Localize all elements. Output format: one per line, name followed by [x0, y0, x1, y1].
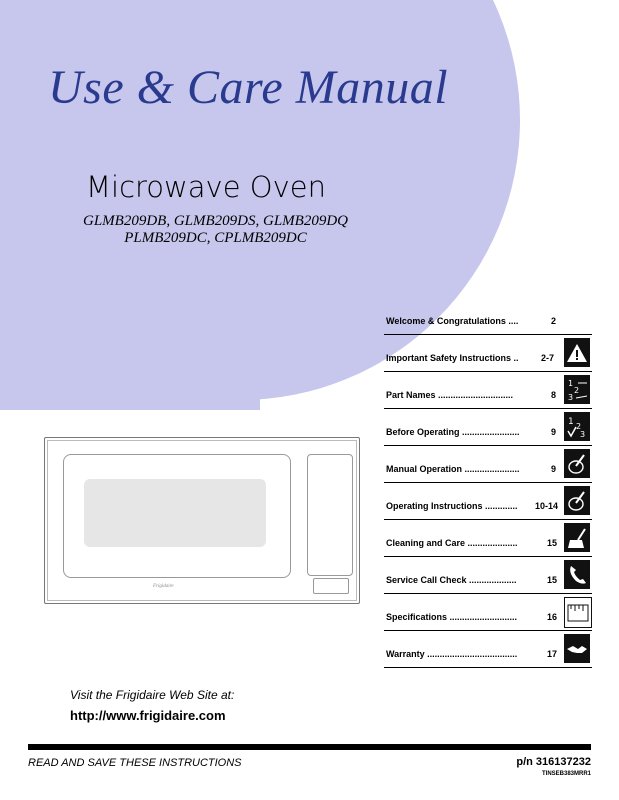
toc-page: 8 [551, 390, 557, 400]
toc-label: Manual Operation ...................... [386, 464, 520, 474]
toc-label: Service Call Check ................... [386, 575, 517, 585]
toc-label: Before Operating ....................... [386, 427, 520, 437]
table-of-contents [384, 298, 592, 668]
toc-label: Specifications ........................... [386, 612, 518, 622]
toc-item-cleaning[interactable] [384, 520, 592, 557]
cleaning-icon [564, 523, 590, 552]
handshake-icon [564, 634, 590, 663]
setup-steps-icon [564, 412, 590, 441]
manual-title: Use & Care Manual [48, 61, 449, 114]
toc-item-safety[interactable] [384, 335, 592, 372]
document-code: TINSEB383MRR1 [541, 771, 591, 777]
toc-label: Part Names .............................. [386, 390, 514, 400]
footer-rule [28, 744, 591, 750]
toc-item-operating-instructions[interactable] [384, 483, 592, 520]
toc-page: 2-7 [541, 353, 555, 363]
website-link[interactable]: http://www.frigidaire.com [70, 708, 226, 723]
toc-page: 15 [547, 575, 558, 585]
product-name: Microwave Oven [86, 170, 326, 204]
toc-item-part-names[interactable] [384, 372, 592, 409]
microwave-window [84, 479, 266, 547]
toc-page: 10-14 [535, 501, 559, 511]
hand-press-icon [564, 486, 590, 515]
toc-page: 16 [547, 612, 558, 622]
microwave-illustration [44, 437, 360, 604]
part-number: p/n 316137232 [516, 756, 591, 768]
model-line-2: PLMB209DC, CPLMB209DC [124, 230, 307, 246]
microwave-control-panel [307, 454, 353, 576]
toc-item-specifications[interactable] [384, 594, 592, 631]
svg-text:3: 3 [580, 429, 586, 439]
microwave-door-button [313, 578, 349, 594]
toc-item-service-call[interactable] [384, 557, 592, 594]
toc-label: Cleaning and Care .................... [386, 538, 518, 548]
svg-text:1: 1 [568, 416, 574, 427]
microwave-brand: Frigidaire [153, 584, 174, 589]
toc-item-before-operating[interactable] [384, 409, 592, 446]
svg-text:2: 2 [576, 421, 582, 431]
toc-page: 17 [547, 649, 558, 659]
toc-page: 2 [551, 316, 557, 326]
model-numbers [78, 213, 353, 247]
ruler-icon [564, 597, 592, 628]
svg-text:2: 2 [574, 385, 580, 395]
toc-label: Operating Instructions ............. [386, 501, 518, 511]
toc-item-warranty[interactable] [384, 631, 592, 668]
svg-text:1: 1 [568, 378, 574, 388]
toc-page: 9 [551, 464, 557, 474]
phone-icon [564, 560, 590, 589]
save-instructions-note: READ AND SAVE THESE INSTRUCTIONS [28, 757, 242, 769]
toc-label: Warranty .................................... [386, 649, 518, 659]
toc-item-welcome[interactable] [384, 298, 592, 335]
toc-page: 15 [547, 538, 558, 548]
microwave-door [63, 454, 291, 578]
model-line-1: GLMB209DB, GLMB209DS, GLMB209DQ [83, 213, 348, 229]
parts-list-icon [564, 375, 590, 404]
toc-page: 9 [551, 427, 557, 437]
toc-item-manual-operation[interactable] [384, 446, 592, 483]
warning-icon [564, 338, 590, 367]
toc-label: Welcome & Congratulations .... [386, 316, 519, 326]
svg-text:3: 3 [568, 392, 574, 402]
toc-label: Important Safety Instructions .. [386, 353, 519, 363]
website-prompt: Visit the Frigidaire Web Site at: [70, 688, 235, 702]
hand-press-icon [564, 449, 590, 478]
